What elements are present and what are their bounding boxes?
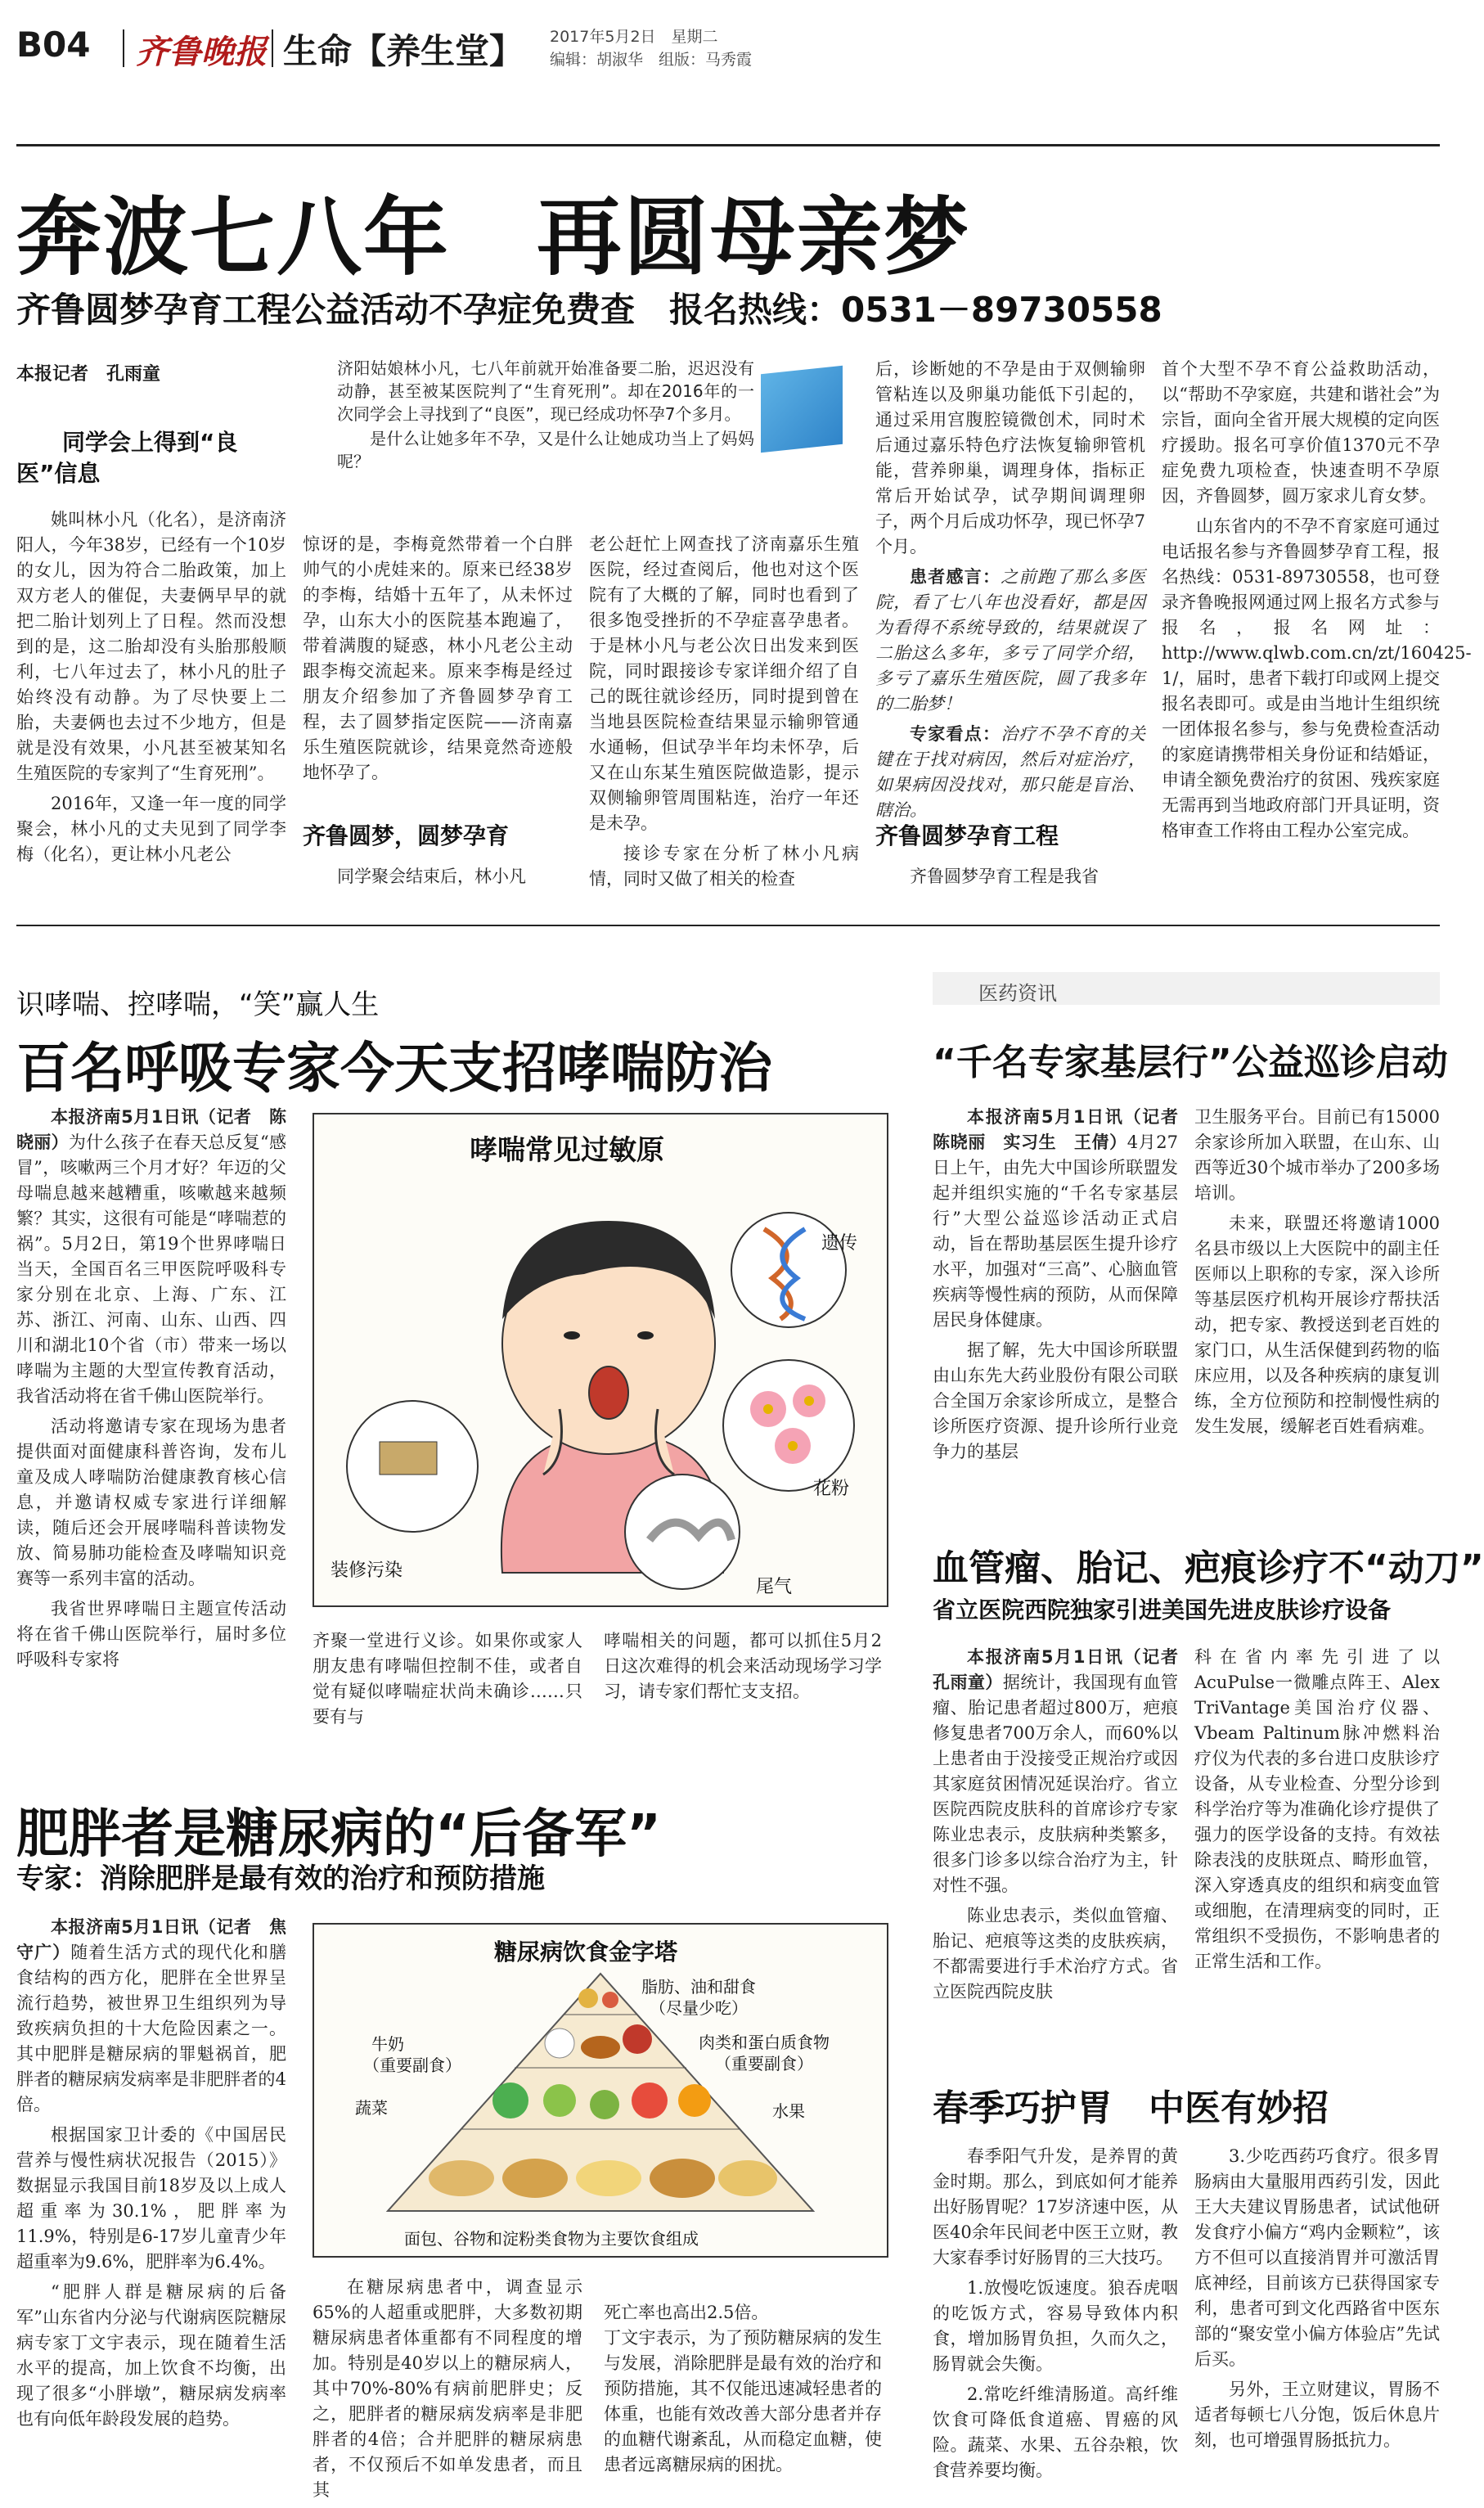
story2-kicker: 识哮喘、控哮喘，“笑”赢人生 xyxy=(16,988,380,1021)
story6-col2-para: 另外，王立财建议，胃肠不适者每顿七八分饱，饭后休息片刻，也可增强胃肠抵抗力。 xyxy=(1194,2380,1440,2450)
story4-col1-para xyxy=(933,1105,1195,1333)
story1-subhead: 齐鲁圆梦孕育工程公益活动不孕症免费查 报名热线：0531－89730558 xyxy=(16,290,1162,330)
story3-subhead: 专家：消除肥胖是最有效的治疗和预防措施 xyxy=(16,1862,545,1895)
patient-quote-label: 患者感言： xyxy=(910,567,1001,587)
story1-section-heading-3: 齐鲁圆梦孕育工程 xyxy=(875,822,1059,849)
story6-column-1 xyxy=(933,2144,1178,2488)
story1-column-4b xyxy=(875,864,1145,897)
story4-column-1 xyxy=(933,1105,1195,1522)
pyramid-label-meat-note: （重要副食） xyxy=(715,2054,813,2073)
story3-lead-text: 随着生活方式的现代化和膳食结构的西方化，肥胖在全世界呈流行趋势，被世界卫生组织列为导致疾病负担的十大危险因素之一。其中肥胖是糖尿病的罪魁祸首，肥胖者的糖尿病发病率是非肥胖者的4倍。 xyxy=(16,1943,287,2114)
story5-subhead: 省立医院西院独家引进美国先进皮肤诊疗设备 xyxy=(933,1596,1392,1623)
story1-col4b-para: 齐鲁圆梦孕育工程是我省 xyxy=(910,867,1099,886)
patient-quote-text: 之前跑了那么多医院，看了七八年也没看好，都是因为看得不系统导致的，结果就误了二胎这么多年，多亏了同学介绍，多亏了嘉乐生殖医院，圆了我多年的二胎梦！ xyxy=(875,567,1145,714)
story1-col2-para: 惊讶的是，李梅竟然带着一个白胖帅气的小虎娃来的。原来已经38岁的李梅，结婚十五年了，从未怀过孕，山东大小的医院基本跑遍了，带着满腹的疑惑，林小凡老公主动跟李梅交流起来。原来李梅是经过朋友介绍参加了齐鲁圆梦孕育工程，去了圆梦指定医院——济南嘉乐生殖医院就诊，结果竟然奇迹般地怀孕了。 xyxy=(303,534,573,782)
story2-headline: 百名呼吸专家今天支招哮喘防治 xyxy=(16,1037,772,1100)
story1-intro-question: 是什么让她多年不孕，又是什么让她成功当上了妈妈呢？ xyxy=(337,429,754,471)
figure-title: 糖尿病饮食金字塔 xyxy=(494,1938,678,1965)
story1-column-2 xyxy=(303,532,573,802)
story6-col1-para: 春季阳气升发，是养胃的黄金时期。那么，到底如何才能养出好肠胃呢？17岁济速中医，从医40余年民间老中医王立财，教大家春季讨好肠胃的三大技巧。 xyxy=(933,2146,1178,2267)
story6-headline: 春季巧护胃 中医有妙招 xyxy=(933,2087,1329,2129)
story1-section-heading-1: 同学会上得到“良医”信息 xyxy=(16,429,238,487)
story3-col2-para: 在糖尿病患者中，调查显示65%的人超重或肥胖，大多数初期糖尿病患者体重都有不同程度的增加。特别是40岁以上的糖尿病人，其中70%-80%有病前肥胖史；反之，肥胖者的糖尿病发病率是非肥胖者的4倍；合并肥胖的糖尿病患者，不仅预后不如单发患者，而且其 xyxy=(313,2277,582,2500)
story3-column-2 xyxy=(313,2275,582,2500)
story1-column-2b xyxy=(303,864,573,897)
figure-title: 哮喘常见过敏原 xyxy=(470,1134,664,1167)
story2-column-1 xyxy=(16,1105,286,1767)
pyramid-label-grains: 面包、谷物和淀粉类食物为主要饮食组成 xyxy=(404,2229,699,2249)
story3-headline: 肥胖者是糖尿病的“后备军” xyxy=(16,1804,662,1865)
story4-col2-para: 未来，联盟还将邀请1000名县市级以上大医院中的副主任医师以上职称的专家，深入诊所等基层医疗机构开展诊疗帮扶活动，把专家、教授送到老百姓的家门口，从生活保健到药物的临床应用，以及各种疾病的康复训练，全方位预防和控制慢性病的发生发展，缓解老百姓看病难。 xyxy=(1194,1213,1440,1436)
asthma-allergen-figure xyxy=(313,1113,888,1607)
story3-column-1 xyxy=(16,1915,286,2488)
story5-col1-para: 陈业忠表示，类似血管瘤、胎记、疤痕等这类的皮肤疾病，不都需要进行手术治疗方式。省立医院西院皮肤 xyxy=(933,1906,1178,2001)
story2-col2-para: 齐聚一堂进行义诊。如果你或家人朋友患有哮喘但控制不佳，或者自觉有疑似哮喘症状尚未确诊……只要有与 xyxy=(313,1631,582,1727)
story1-col3-para: 老公赶忙上网查找了济南嘉乐生殖医院，经过查阅后，他也对这个医院有了大概的了解，同时也看到了很多饱受挫折的不孕症喜孕患者。于是林小凡与老公次日出发来到医院，同时跟接诊专家详细介绍了自己的既往就诊经历，同时提到曾在当地县医院检查结果显示输卵管通水通畅，但试孕半年均未怀孕，后又在山东某生殖医院做造影，提示双侧输卵管周围粘连，治疗一年还是未孕。 xyxy=(589,534,859,833)
story6-col1-para: 1.放慢吃饭速度。狼吞虎咽的吃饭方式，容易导致体内积食，增加肠胃负担，久而久之，肠胃就会失衡。 xyxy=(933,2278,1178,2374)
story3-col1-para: “肥胖人群是糖尿病的后备军”山东省内分泌与代谢病医院糖尿病专家丁文宇表示，现在随着生活水平的提高，加上饮食不均衡，出现了很多“小胖墩”，糖尿病发病率也有向低年龄段发展的趋势。 xyxy=(16,2282,286,2429)
story1-col4-para: 后，诊断她的不孕是由于双侧输卵管粘连以及卵巢功能低下引起的，通过采用宫腹腔镜微创术，同时术后通过嘉乐特色疗法恢复输卵管机能，营养卵巢，调理身体，指标正常后开始试孕，试孕期间调理卵子，两个月后成功怀孕，现已怀孕7个月。 xyxy=(875,359,1145,556)
story6-column-2 xyxy=(1194,2144,1440,2488)
masthead-rule xyxy=(16,144,1440,146)
story6-col1-para: 2.常吃纤维清肠道。高纤维饮食可降低食道癌、胃癌的风险。蔬菜、水果、五谷杂粮，饮食营养要均衡。 xyxy=(933,2384,1178,2480)
diabetes-food-pyramid-figure xyxy=(313,1923,888,2258)
story3-col1-para: 根据国家卫计委的《中国居民营养与慢性病状况报告（2015）》数据显示我国目前18岁及以上成人超重率为30.1%，肥胖率为11.9%，特别是6-17岁儿童青少年超重率为9.6%，肥胖率为6.4%。 xyxy=(16,2125,286,2272)
paper-logo: 齐鲁晚报 xyxy=(136,33,267,71)
allergen-label-genetics: 遗传 xyxy=(821,1233,858,1254)
story1-byline: 本报记者 孔雨童 xyxy=(16,364,161,385)
expert-view-label: 专家看点： xyxy=(910,724,1001,744)
story2-lead-text: 为什么孩子在春天总反复“感冒”，咳嗽两三个月才好？年迈的父母喘息越来越糟重，咳嗽越来越频繁？其实，这很有可能是“哮喘惹的祸”。5月2日，第19个世界哮喘日当天，全国百名三甲医院呼吸科专家分别在北京、上海、广东、江苏、浙江、河南、山东、山西、四川和湖北10个省（市）带来一场以哮喘为主题的大型宣传教育活动，我省活动将在省千佛山医院举行。 xyxy=(16,1132,286,1406)
story1-col5-para: 首个大型不孕不育公益救助活动，以“帮助不孕家庭，共建和谐社会”为宗旨，面向全省开展大规模的定向医疗援助。报名可享价值1370元不孕症免费九项检查，快速查明不孕原因，齐鲁圆梦，圆万家求儿育女梦。 xyxy=(1162,359,1440,506)
story2-col3-para: 哮喘相关的问题，都可以抓住5月2日这次难得的机会来活动现场学习学习，请专家们帮忙支支招。 xyxy=(604,1631,882,1701)
story5-byline: 本报济南5月1日讯（记者 孔雨童） xyxy=(933,1647,1195,1692)
masthead-divider-2 xyxy=(272,29,273,67)
story4-col1-para: 据了解，先大中国诊所联盟由山东先大药业股份有限公司联合全国万余家诊所成立，是整合诊所医疗资源、提升诊所行业竞争力的基层 xyxy=(933,1340,1178,1461)
story2-col1-para xyxy=(16,1105,286,1409)
story2-column-3 xyxy=(604,1628,882,1767)
decorative-blue-box xyxy=(761,366,843,453)
pyramid-label-fats: 脂肪、油和甜食 xyxy=(641,1977,756,1997)
pyramid-label-fruit: 水果 xyxy=(772,2101,805,2121)
pyramid-label-milk-note: （重要副食） xyxy=(363,2055,461,2075)
story5-lead-text: 据统计，我国现有血管瘤、胎记患者超过800万，疤痕修复患者700万余人，而60%以上患者由于没接受正规治疗或因其家庭贫困情况延误治疗。省立医院西院皮肤科的首席诊疗专家陈业忠表示，皮肤病种类繁多，很多门诊多以综合治疗为主，针对性不强。 xyxy=(933,1673,1179,1895)
story1-column-1 xyxy=(16,507,286,892)
issue-date: 2017年5月2日 星期二 xyxy=(550,28,718,46)
editors-credit: 编辑：胡淑华 组版：马秀霞 xyxy=(550,51,753,69)
story5-col2-para: 科在省内率先引进了以AcuPulse一微雕点阵王、Alex TriVantage美国治疗仪器、Vbeam Paltinum脉冲燃料治疗仪为代表的多台进口皮肤诊疗设备，从专业检查、分型分诊到科学治疗等为准确化诊疗提供了强力的医学设备的支持。有效祛除表浅的皮肤斑点、畸形血管，深入穿透真皮的组织和病变血管或细胞，在清理病变的同时，正常组织不受损伤，不影响患者的正常生活和工作。 xyxy=(1194,1647,1440,1971)
pyramid-label-vegetables: 蔬菜 xyxy=(355,2098,388,2118)
story3-col3-para: 死亡率也高出2.5倍。 丁文宇表示，为了预防糖尿病的发生与发展，消除肥胖是最有效的治疗和预防措施，其不仅能迅速减轻患者的体重，也能有效改善大部分患者并存的血糖代谢紊乱，从而稳定血糖，使患者远离糖尿病的困扰。 xyxy=(604,2303,882,2474)
story1-column-4 xyxy=(875,357,1145,880)
story4-headline: “千名专家基层行”公益巡诊启动 xyxy=(933,1042,1448,1083)
story3-column-3 xyxy=(604,2275,882,2488)
story4-column-2 xyxy=(1194,1105,1440,1522)
expert-view xyxy=(875,722,1145,823)
story2-column-2 xyxy=(313,1628,582,1767)
story6-col2-para: 3.少吃西药巧食疗。很多胃肠病由大量服用西药引发，因此王大夫建议胃肠患者，试试他研发食疗小偏方“鸡内金颗粒”，该方不但可以直接消胃并可激活胃底神经，目前该方已获得国家专利，患者可到文化西路省中医东部的“聚安堂小偏方体验店”先试后买。 xyxy=(1194,2146,1440,2369)
food-pyramid-illustration xyxy=(314,1925,887,2256)
story4-byline: 本报济南5月1日讯（记者 陈晓丽 实习生 王倩） xyxy=(933,1107,1195,1152)
story1-column-5 xyxy=(1162,357,1472,897)
expert-view-text: 治疗不孕不育的关键在于找对病因，然后对症治疗，如果病因没找对，那只能是盲治、瞎治。 xyxy=(875,724,1145,820)
story1-headline: 奔波七八年 再圆母亲梦 xyxy=(16,187,971,287)
story2-byline: 本报济南5月1日讯（记者 陈晓丽） xyxy=(16,1107,286,1152)
story1-section-heading-2: 齐鲁圆梦，圆梦孕育 xyxy=(303,822,510,849)
patient-quote xyxy=(875,565,1145,717)
story2-col1-para: 我省世界哮喘日主题宣传活动将在省千佛山医院举行，届时多位呼吸科专家将 xyxy=(16,1599,286,1669)
story3-byline: 本报济南5月1日讯（记者 焦守广） xyxy=(16,1917,286,1962)
allergen-label-renovation: 装修污染 xyxy=(331,1560,403,1581)
story5-column-1 xyxy=(933,1645,1195,2029)
story1-col2b-para: 同学聚会结束后，林小凡 xyxy=(337,867,526,886)
child-coughing-illustration xyxy=(314,1114,887,1605)
news-tag: 医药资讯 xyxy=(978,982,1057,1005)
section-rule xyxy=(16,925,1440,926)
pyramid-label-milk: 牛奶 xyxy=(371,2034,404,2054)
story2-col1-para: 活动将邀请专家在现场为患者提供面对面健康科普咨询，发布儿童及成人哮喘防治健康教育核心信息，并邀请权威专家进行详细解读，随后还会开展哮喘科普读物发放、简易肺功能检查及哮喘知识竞赛等一系列丰富的活动。 xyxy=(16,1416,286,1588)
story1-intro xyxy=(337,357,754,520)
allergen-label-exhaust: 尾气 xyxy=(756,1577,793,1597)
story4-col2-para: 卫生服务平台。目前已有15000余家诊所加入联盟，在山东、山西等近30个城市举办了200多场培训。 xyxy=(1194,1107,1440,1203)
masthead-divider xyxy=(123,29,124,67)
story4-lead-text: 4月27日上午，由先大中国诊所联盟发起并组织实施的“千名专家基层行”大型公益巡诊活动正式启动，旨在帮助基层医生提升诊疗水平，加强对“三高”、心脑血管疾病等慢性病的预防，从而保障居民身体健康。 xyxy=(933,1132,1179,1330)
pyramid-label-fats-note: （尽量少吃） xyxy=(650,1998,748,2018)
story1-col1-para: 2016年，又逢一年一度的同学聚会，林小凡的丈夫见到了同学李梅（化名），更让林小凡老公 xyxy=(16,794,286,864)
story1-col1-para: 姚叫林小凡（化名），是济南济阳人，今年38岁，已经有一个10岁的女儿，因为符合二胎政策，加上双方老人的催促，夫妻俩早早的就把二胎计划列上了日程。然而没想到的是，这二胎却没有头胎那般顺利，七八年过去了，林小凡的肚子始终没有动静。为了尽快要上二胎，夫妻俩也去过不少地方，但是就是没有效果，小凡甚至被某知名生殖医院的专家判了“生育死刑”。 xyxy=(16,510,286,783)
story5-headline: 血管瘤、胎记、疤痕诊疗不“动刀” xyxy=(933,1547,1484,1589)
story5-column-2 xyxy=(1194,1645,1440,2029)
story1-col3-para: 接诊专家在分析了林小凡病情，同时又做了相关的检查 xyxy=(589,844,859,889)
section-title: 生命【养生堂】 xyxy=(283,31,524,71)
story1-col5-para: 山东省内的不孕不育家庭可通过电话报名参与齐鲁圆梦孕育工程，报名热线：0531-89730558，也可登录齐鲁晚报网通过网上报名方式参与报名，报名网址：http://www.qlwb.com.cn/zt/160425-1/，届时，患者下载打印或网上提交报名表即可。或是由当地计生组织统一团体报名参与，参与免费检查活动的家庭请携带相关身份证和结婚证，申请全额免费治疗的贫困、残疾家庭无需再到当地政府部门开具证明，资格审查工作将由工程办公室完成。 xyxy=(1162,516,1472,840)
pyramid-label-meat: 肉类和蛋白质食物 xyxy=(699,2033,830,2052)
story1-column-3 xyxy=(589,532,859,900)
story5-col1-para xyxy=(933,1645,1195,1898)
story3-col1-para xyxy=(16,1915,286,2118)
story1-intro-text: 济阳姑娘林小凡，七八年前就开始准备要二胎，迟迟没有动静，甚至被某医院判了“生育死刑”。却在2016年的一次同学会上寻找到了“良医”，现已经成功怀孕7个多月。 xyxy=(337,358,754,424)
allergen-label-pollen: 花粉 xyxy=(813,1479,850,1499)
page-number: B04 xyxy=(16,25,91,65)
